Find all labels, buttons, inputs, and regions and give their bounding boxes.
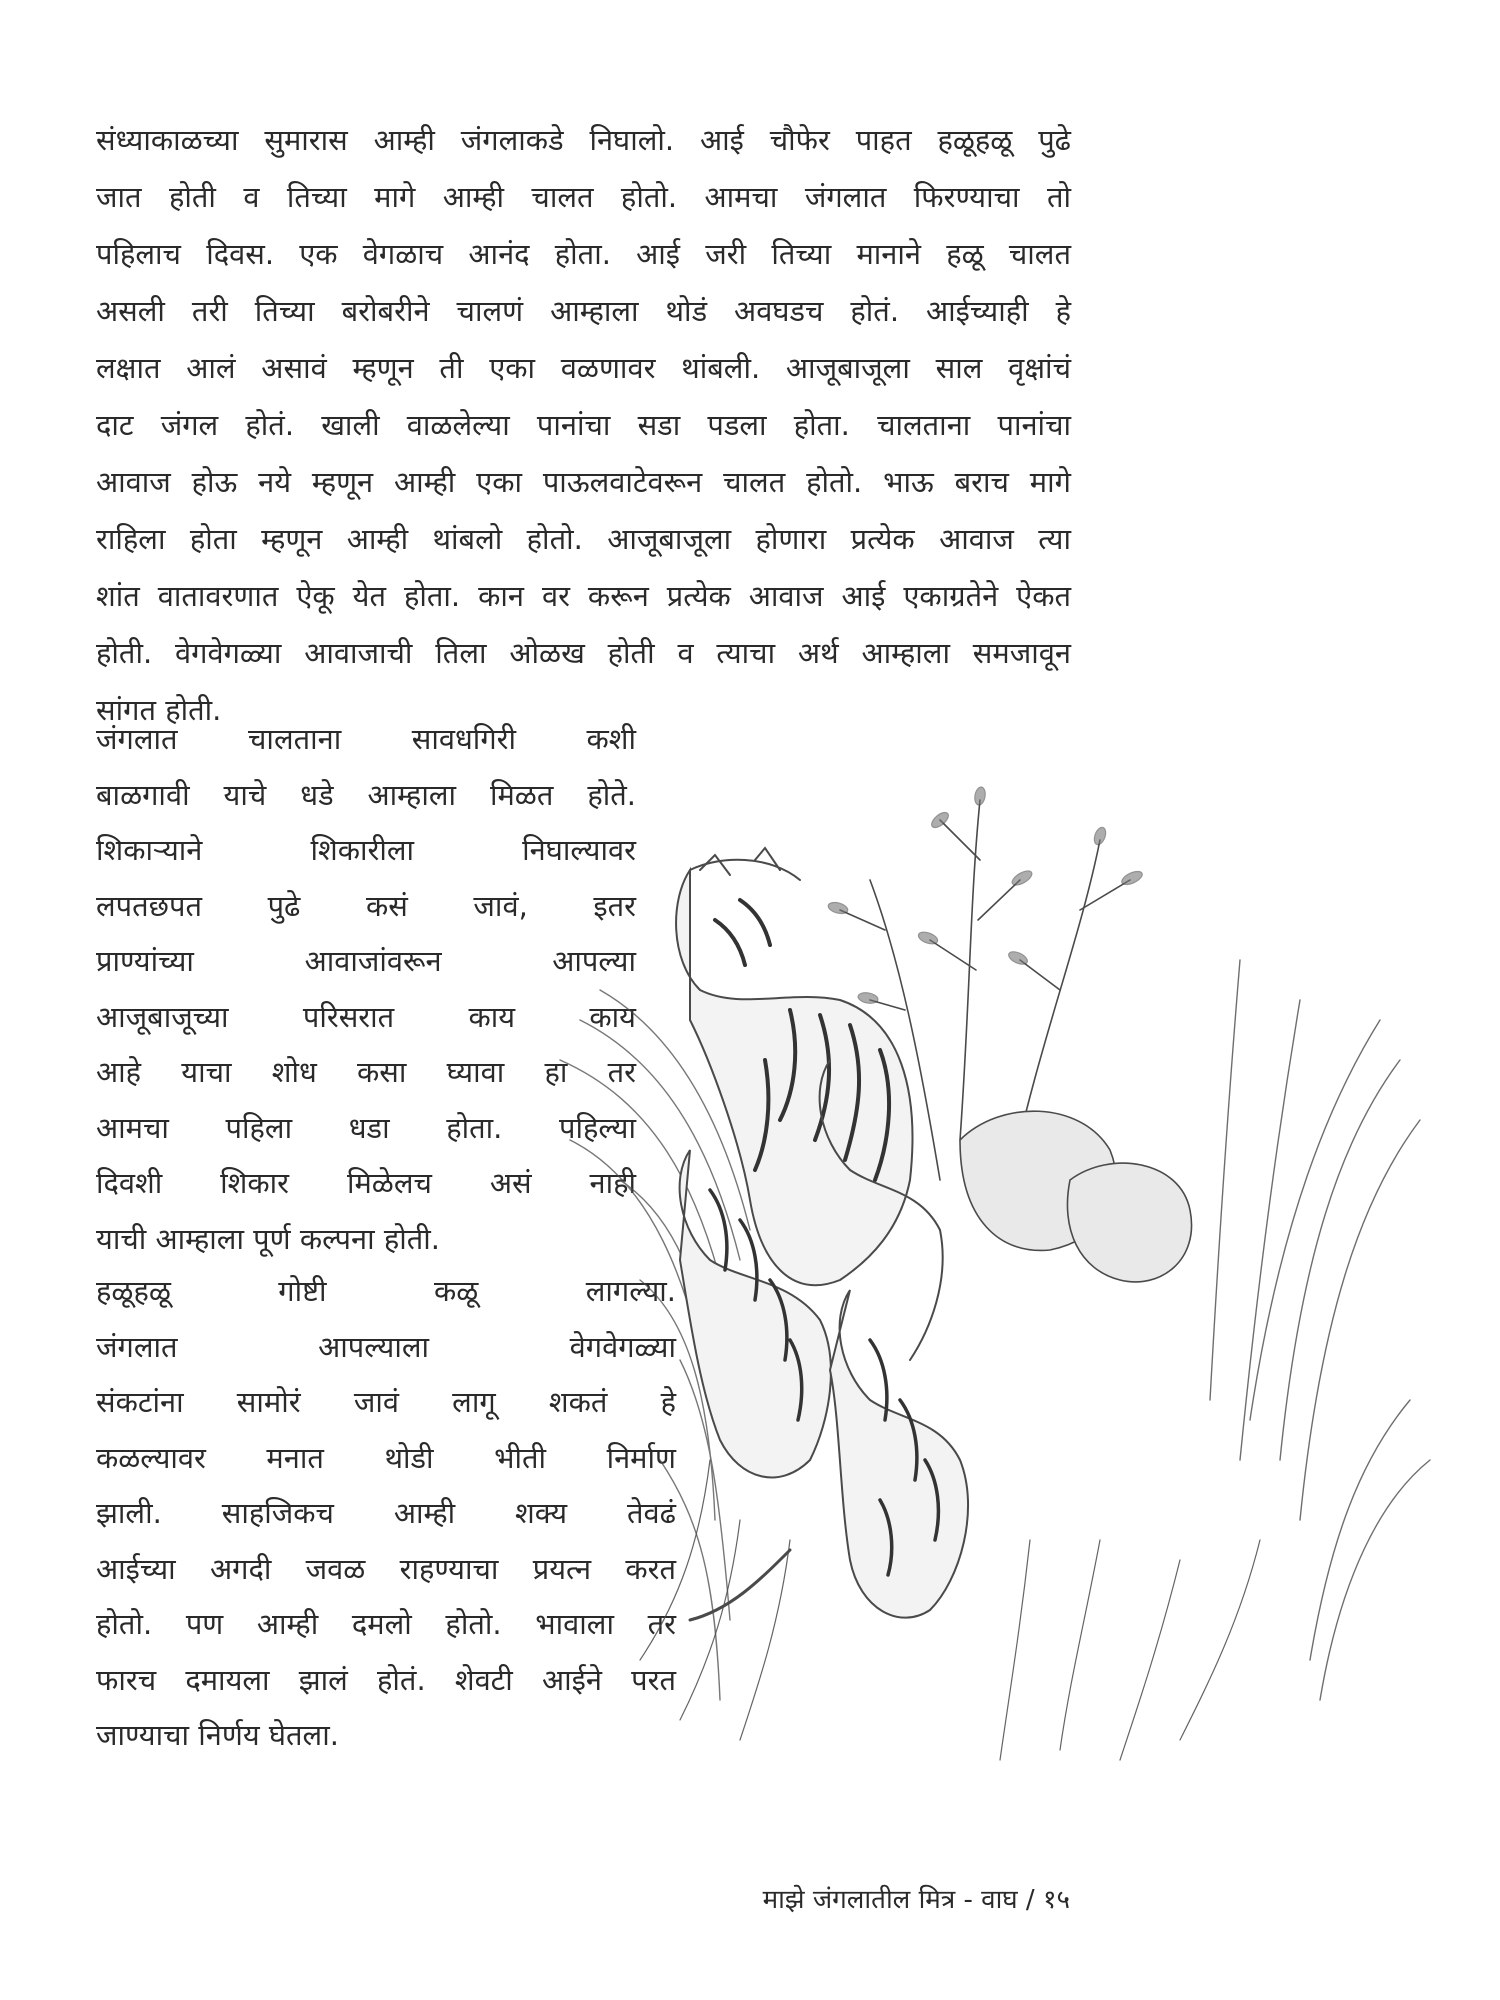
page-footer: माझे जंगलातील मित्र - वाघ / १५ [762, 1885, 1070, 1915]
text-line: प्राण्यांच्या आवाजांवरून आपल्या [96, 944, 636, 978]
text-line: झाली. साहजिकच आम्ही शक्य तेवढं [96, 1496, 676, 1530]
text-line: जंगलात चालताना सावधगिरी कशी [96, 722, 636, 756]
text-line: बाळगावी याचे धडे आम्हाला मिळत होते. [96, 777, 636, 812]
text-line: दाट जंगल होतं. खाली वाळलेल्या पानांचा सडा पडला होता. चालताना पानांचा [96, 408, 1071, 442]
text-line: जात होती व तिच्या मागे आम्ही चालत होतो. आमचा जंगलात फिरण्याचा तो [96, 180, 1071, 214]
text-line: संध्याकाळच्या सुमारास आम्ही जंगलाकडे निघालो. आई चौफेर पाहत हळूहळू पुढे [96, 123, 1071, 157]
text-line: लपतछपत पुढे कसं जावं, इतर [96, 888, 636, 923]
text-line: याची आम्हाला पूर्ण कल्पना होती. [96, 1221, 441, 1256]
text-line: असली तरी तिच्या बरोबरीने चालणं आम्हाला थोडं अवघडच होतं. आईच्याही हे [96, 294, 1071, 328]
text-line: संकटांना सामोरं जावं लागू शकतं हे [96, 1385, 676, 1419]
text-line: होतो. पण आम्ही दमलो होतो. भावाला तर [96, 1607, 676, 1641]
text-line: दिवशी शिकार मिळेलच असं नाही [96, 1166, 636, 1200]
text-line: हळूहळू गोष्टी कळू लागल्या. [96, 1274, 676, 1308]
text-line: शिकाऱ्याने शिकारीला निघाल्यावर [96, 833, 636, 867]
text-line: राहिला होता म्हणून आम्ही थांबलो होतो. आजूबाजूला होणारा प्रत्येक आवाज त्या [96, 522, 1071, 556]
text-line: आहे याचा शोध कसा घ्यावा हा तर [96, 1055, 636, 1089]
text-line: आमचा पहिला धडा होता. पहिल्या [96, 1110, 636, 1145]
text-line: पहिलाच दिवस. एक वेगळाच आनंद होता. आई जरी तिच्या मानाने हळू चालत [96, 237, 1071, 271]
text-line: सांगत होती. [96, 693, 222, 727]
text-line: आवाज होऊ नये म्हणून आम्ही एका पाऊलवाटेवरून चालत होतो. भाऊ बराच मागे [96, 465, 1071, 499]
text-line: आजूबाजूच्या परिसरात काय काय [96, 999, 636, 1034]
text-line: जाण्याचा निर्णय घेतला. [96, 1718, 339, 1752]
text-line: शांत वातावरणात ऐकू येत होता. कान वर करून प्रत्येक आवाज आई एकाग्रतेने ऐकत [96, 579, 1071, 613]
text-line: कळल्यावर मनात थोडी भीती निर्माण [96, 1440, 676, 1475]
text-line: लक्षात आलं असावं म्हणून ती एका वळणावर थांबली. आजूबाजूला साल वृक्षांचं [96, 351, 1071, 385]
text-line: फारच दमायला झालं होतं. शेवटी आईने परत [96, 1662, 676, 1697]
paragraph-1 [96, 112, 1071, 739]
text-line: होती. वेगवेगळ्या आवाजाची तिला ओळख होती व त्याचा अर्थ आम्हाला समजावून [96, 636, 1071, 670]
text-line: आईच्या अगदी जवळ राहण्याचा प्रयत्न करत [96, 1551, 676, 1586]
text-line: जंगलात आपल्याला वेगवेगळ्या [96, 1329, 676, 1364]
tiger-family-in-grass-sketch-icon [540, 760, 1440, 1800]
